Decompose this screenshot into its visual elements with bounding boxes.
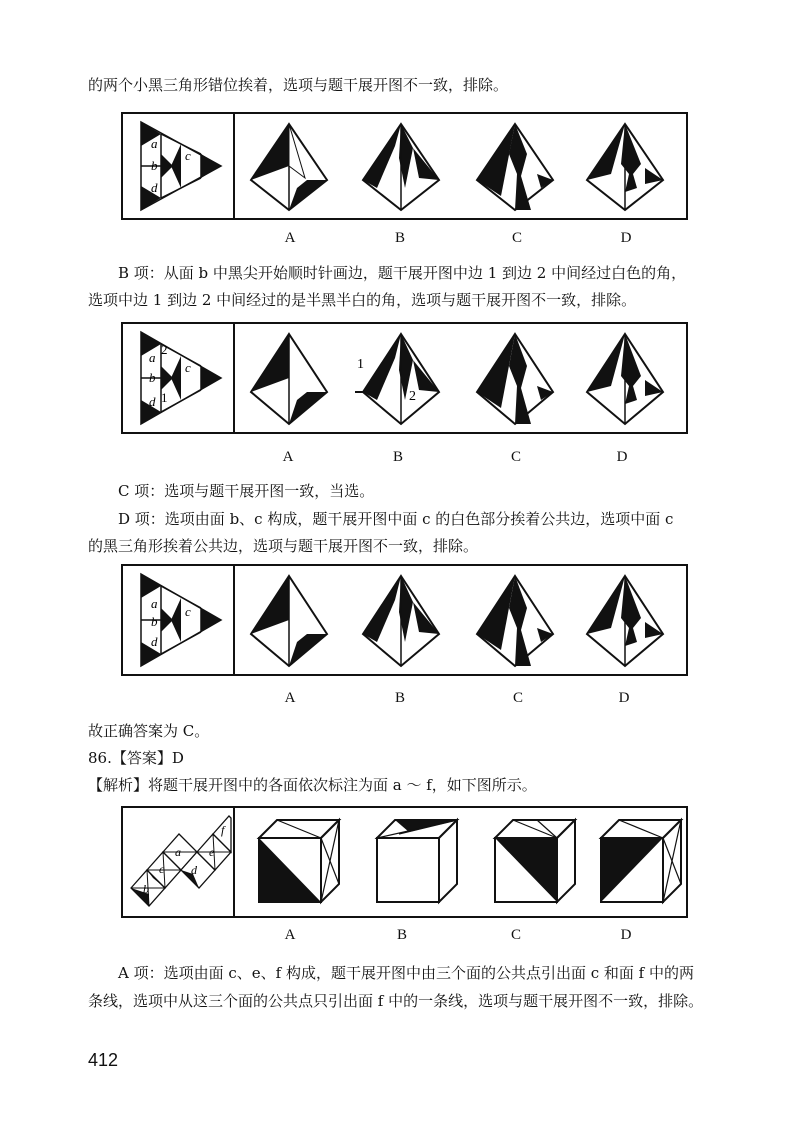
face-label-d: d (149, 394, 156, 409)
text-line: 条线，选项中从这三个面的公共点只引出面 f 中的一条线，选项与题干展开图不一致，排除。 (88, 992, 704, 1010)
pyramid-option-b (357, 570, 447, 670)
edge-label-1: 1 (357, 357, 364, 372)
figure-divider (233, 566, 235, 674)
figure-divider (233, 808, 235, 916)
cube-option-c (487, 812, 583, 912)
face-label-d: d (151, 180, 158, 195)
face-label-e: e (209, 845, 215, 859)
cube-option-d (593, 812, 689, 912)
pyramid-option-c (471, 570, 561, 670)
option-label-d: D (620, 927, 632, 943)
pyramid-net (123, 114, 233, 218)
option-label-c: C (512, 690, 523, 706)
text-line: 的黑三角形挨着公共边，选项与题干展开图不一致，排除。 (88, 537, 479, 555)
pyramid-option-d (581, 118, 671, 214)
pyramid-option-c (471, 118, 561, 214)
text-line: 故正确答案为 C。 (88, 722, 210, 740)
figure-divider (233, 114, 235, 218)
face-label-b: b (151, 158, 158, 173)
face-label-d: d (151, 634, 158, 649)
face-label-c: c (185, 604, 191, 619)
option-label-b: B (392, 449, 403, 465)
pyramid-net (123, 324, 233, 432)
option-label-d: D (620, 230, 632, 246)
cube-option-a (251, 812, 347, 912)
face-label-c: c (159, 862, 165, 876)
pyramid-option-c (471, 328, 561, 428)
cube-net (123, 808, 233, 916)
face-label-f: f (221, 823, 225, 837)
pyramid-net (123, 566, 233, 674)
pyramid-option-a (245, 328, 335, 428)
text-line: D 项：选项由面 b、c 构成，题干展开图中面 c 的白色部分挨着公共边，选项中面 c (118, 510, 674, 528)
option-label-d: D (618, 690, 630, 706)
cube-option-b (369, 812, 465, 912)
option-label-a: A (284, 690, 296, 706)
figure-pyramid-2 (121, 322, 688, 434)
face-label-b: b (151, 614, 158, 629)
text-line: 【解析】将题干展开图中的各面依次标注为面 a ～ f，如下图所示。 (88, 776, 537, 794)
option-label-d: D (616, 449, 628, 465)
pyramid-option-d (581, 570, 671, 670)
text-line: B 项：从面 b 中黑尖开始顺时针画边，题干展开图中边 1 到边 2 中间经过白色的角， (118, 264, 687, 282)
text-line: C 项：选项与题干展开图一致，当选。 (118, 482, 375, 500)
option-label-c: C (511, 230, 522, 246)
option-label-c: C (510, 927, 521, 943)
face-label-b: b (149, 370, 156, 385)
page-number: 412 (88, 1050, 119, 1070)
figure-divider (233, 324, 235, 432)
face-label-a: a (149, 350, 156, 365)
option-label-a: A (282, 449, 294, 465)
pyramid-option-d (581, 328, 671, 428)
figure-cube (121, 806, 688, 918)
face-label-d: d (191, 863, 197, 877)
edge-label-2: 2 (161, 342, 168, 357)
pyramid-option-b (351, 328, 451, 428)
option-label-c: C (510, 449, 521, 465)
text-line: A 项：选项由面 c、e、f 构成，题干展开图中由三个面的公共点引出面 c 和面 f 中的两 (118, 964, 694, 982)
edge-label-1: 1 (161, 390, 168, 405)
text-line: 86.【答案】D (88, 749, 184, 767)
face-label-c: c (185, 148, 191, 163)
pyramid-option-a (245, 118, 335, 214)
option-label-a: A (284, 230, 296, 246)
figure-pyramid-3 (121, 564, 688, 676)
option-label-a: A (284, 927, 296, 943)
pyramid-option-a (245, 570, 335, 670)
face-label-b: b (143, 882, 149, 896)
face-label-a: a (175, 845, 181, 859)
option-label-b: B (394, 690, 405, 706)
face-label-c: c (185, 360, 191, 375)
face-label-a: a (151, 596, 158, 611)
face-label-a: a (151, 136, 158, 151)
option-label-b: B (396, 927, 407, 943)
edge-label-2: 2 (409, 389, 416, 404)
figure-pyramid-1 (121, 112, 688, 220)
option-label-b: B (394, 230, 405, 246)
text-line: 的两个小黑三角形错位挨着，选项与题干展开图不一致，排除。 (88, 76, 509, 94)
text-line: 选项中边 1 到边 2 中间经过的是半黑半白的角，选项与题干展开图不一致，排除。 (88, 291, 637, 309)
pyramid-option-b (357, 118, 447, 214)
